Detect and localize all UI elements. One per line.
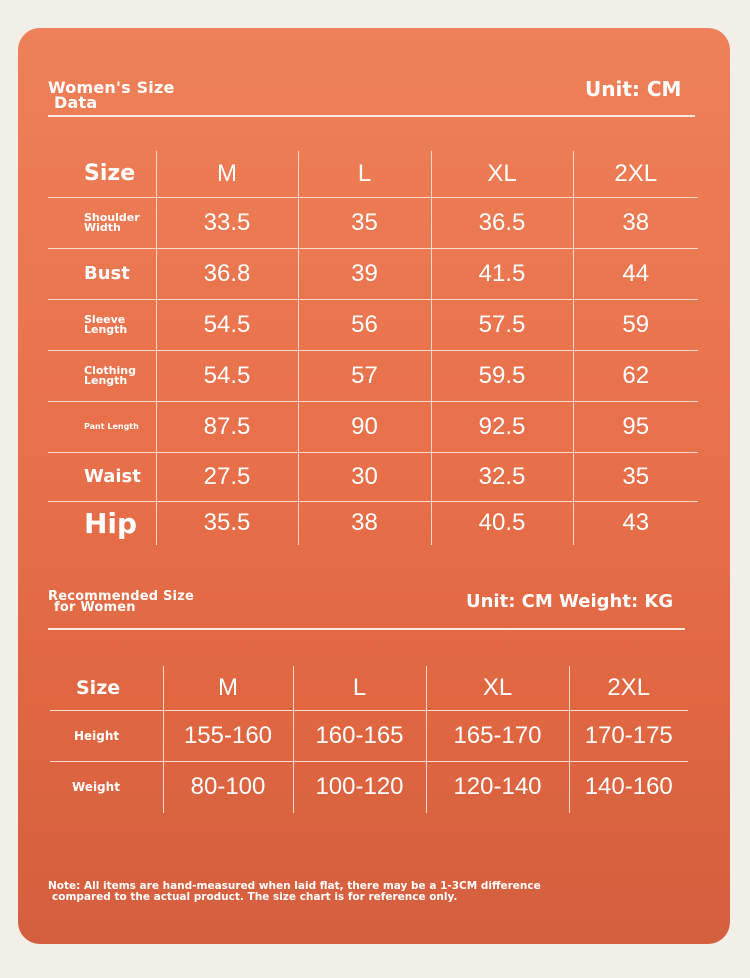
table-row [48,501,698,545]
size-data-divider [48,115,695,117]
table-cell: 35 [298,197,431,248]
row-label-text: Clothing Length [84,363,136,387]
table-cell: 155-160 [163,710,293,761]
table-cell: 38 [573,197,698,248]
size-data-table [48,151,698,545]
table-cell: 80-100 [163,761,293,813]
table-cell: 54.5 [156,350,298,401]
recommended-title-line2: for Women [54,600,136,615]
table-cell: 92.5 [431,401,573,452]
row-label-text: Shoulder Width [84,210,140,234]
table-cell: 57.5 [431,299,573,350]
row-label: Height [50,710,163,761]
note-line2: compared to the actual product. The size chart is for reference only. [52,891,458,903]
table-cell: 36.5 [431,197,573,248]
header-cell: XL [426,666,569,710]
header-cell: Size [48,151,156,197]
table-cell: 120-140 [426,761,569,813]
row-label [48,350,156,401]
table-cell: 35.5 [156,501,298,545]
table-cell: 59.5 [431,350,573,401]
table-cell: 170-175 [569,710,688,761]
header-cell: 2XL [569,666,688,710]
row-label: Hip [48,501,156,545]
table-row [48,401,698,452]
table-cell: 160-165 [293,710,426,761]
header-cell: XL [431,151,573,197]
table-cell: 90 [298,401,431,452]
table-cell: 59 [573,299,698,350]
table-cell: 87.5 [156,401,298,452]
table-cell: 44 [573,248,698,299]
table-header-row [50,666,688,710]
table-cell: 54.5 [156,299,298,350]
note-line1: Note: All items are hand-measured when laid flat, there may be a 1-3CM difference [48,880,541,892]
table-row [48,299,698,350]
row-label [48,299,156,350]
table-cell: 41.5 [431,248,573,299]
table-cell: 30 [298,452,431,501]
header-cell: L [293,666,426,710]
table-cell: 165-170 [426,710,569,761]
size-data-title [48,80,175,110]
table-cell: 33.5 [156,197,298,248]
table-cell: 39 [298,248,431,299]
table-cell: 38 [298,501,431,545]
table-cell: 32.5 [431,452,573,501]
table-cell: 57 [298,350,431,401]
row-label-text: Sleeve Length [84,312,128,336]
table-cell: 95 [573,401,698,452]
row-label: Weight [50,761,163,813]
recommended-title-line1: Recommended Size [48,589,194,604]
table-cell: 140-160 [584,773,673,801]
table-cell: 43 [622,509,650,537]
row-label: Bust [48,248,156,299]
disclaimer-note [48,881,541,903]
row-label: Waist [48,452,156,501]
table-row [50,710,688,761]
header-cell: M [156,151,298,197]
recommended-divider [48,628,685,630]
table-row [48,350,698,401]
table-cell: 56 [298,299,431,350]
row-label: Pant Length [48,401,156,452]
recommended-title [48,591,194,613]
header-cell: 2XL [573,151,698,197]
header-cell: M [163,666,293,710]
size-data-title-line1: Women's Size [48,78,175,97]
table-cell: 40.5 [431,501,573,545]
recommended-table [50,666,688,813]
table-row [48,197,698,248]
table-cell: 35 [573,452,698,501]
header-cell: Size [50,666,163,710]
row-label [48,197,156,248]
table-row [48,452,698,501]
header-cell: L [298,151,431,197]
size-data-unit: Unit: CM [585,77,682,101]
table-cell: 36.8 [156,248,298,299]
table-cell: 62 [573,350,698,401]
table-row [48,248,698,299]
table-cell: 27.5 [156,452,298,501]
recommended-unit: Unit: CM Weight: KG [466,591,674,612]
table-header-row [48,151,698,197]
table-row [50,761,688,813]
size-data-title-line2: Data [54,93,98,112]
table-cell: 100-120 [293,761,426,813]
